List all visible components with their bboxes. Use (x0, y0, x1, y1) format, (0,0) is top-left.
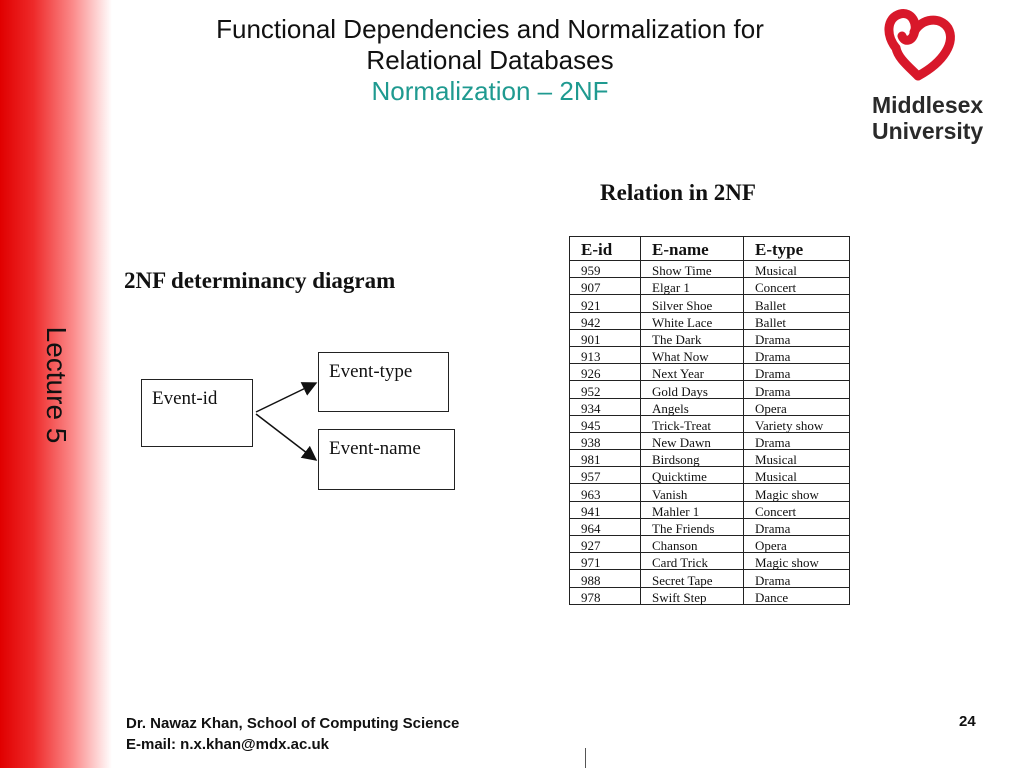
cell-ename: Vanish (641, 484, 744, 501)
cell-ename: Chanson (641, 536, 744, 553)
table-row (570, 364, 850, 381)
cell-ename: Quicktime (641, 467, 744, 484)
cell-etype: Drama (744, 570, 850, 587)
cell-etype: Magic show (744, 484, 850, 501)
cell-eid: 926 (570, 364, 641, 381)
table-row (570, 312, 850, 329)
cell-etype: Opera (744, 398, 850, 415)
page-number: 24 (959, 713, 976, 730)
cell-ename: Show Time (641, 261, 744, 278)
table-row (570, 432, 850, 449)
cell-ename: Swift Step (641, 587, 744, 604)
table-row (570, 536, 850, 553)
cell-etype: Drama (744, 346, 850, 363)
cell-eid: 921 (570, 295, 641, 312)
cell-eid: 981 (570, 450, 641, 467)
cell-etype: Drama (744, 518, 850, 535)
diagram-title: 2NF determinancy diagram (124, 268, 396, 293)
cell-eid: 938 (570, 432, 641, 449)
cell-ename: Silver Shoe (641, 295, 744, 312)
table-row (570, 518, 850, 535)
cell-eid: 971 (570, 553, 641, 570)
cell-ename: Next Year (641, 364, 744, 381)
cell-eid: 959 (570, 261, 641, 278)
cell-etype: Drama (744, 329, 850, 346)
table-body (570, 261, 850, 605)
cell-ename: Card Trick (641, 553, 744, 570)
event-name-box: Event-name (318, 429, 455, 490)
table-row (570, 398, 850, 415)
cell-eid: 952 (570, 381, 641, 398)
cell-eid: 957 (570, 467, 641, 484)
cell-ename: New Dawn (641, 432, 744, 449)
cell-etype: Musical (744, 450, 850, 467)
table-row (570, 450, 850, 467)
cell-ename: Elgar 1 (641, 278, 744, 295)
table-row (570, 346, 850, 363)
table-row (570, 467, 850, 484)
cell-ename: Mahler 1 (641, 501, 744, 518)
column-header-ename: E-name (641, 237, 744, 261)
arrow-to-event-name (256, 414, 316, 460)
table-row (570, 381, 850, 398)
cell-etype: Variety show (744, 415, 850, 432)
cell-etype: Concert (744, 278, 850, 295)
cell-etype: Ballet (744, 312, 850, 329)
cell-etype: Drama (744, 381, 850, 398)
title-line-1: Functional Dependencies and Normalization for (216, 14, 764, 44)
table-row (570, 278, 850, 295)
table-row (570, 329, 850, 346)
column-header-eid: E-id (570, 237, 641, 261)
table-row (570, 261, 850, 278)
table-row (570, 295, 850, 312)
cell-eid: 927 (570, 536, 641, 553)
cell-ename: White Lace (641, 312, 744, 329)
arrow-to-event-type (256, 383, 316, 412)
cell-etype: Musical (744, 261, 850, 278)
table-row (570, 553, 850, 570)
cell-ename: The Friends (641, 518, 744, 535)
cell-ename: Secret Tape (641, 570, 744, 587)
cell-etype: Dance (744, 587, 850, 604)
lecture-label: Lecture 5 (41, 326, 72, 444)
cell-eid: 934 (570, 398, 641, 415)
table-row (570, 570, 850, 587)
cell-eid: 988 (570, 570, 641, 587)
footer (126, 713, 459, 755)
relation-title: Relation in 2NF (600, 180, 756, 205)
cell-eid: 945 (570, 415, 641, 432)
cell-etype: Ballet (744, 295, 850, 312)
cell-ename: Angels (641, 398, 744, 415)
cell-etype: Musical (744, 467, 850, 484)
table-row (570, 415, 850, 432)
cell-eid: 901 (570, 329, 641, 346)
footer-email: E-mail: n.x.khan@mdx.ac.uk (126, 736, 330, 753)
cell-eid: 941 (570, 501, 641, 518)
relation-table (569, 236, 850, 605)
cell-etype: Opera (744, 536, 850, 553)
cell-eid: 978 (570, 587, 641, 604)
table-row (570, 501, 850, 518)
cell-etype: Drama (744, 364, 850, 381)
cell-eid: 964 (570, 518, 641, 535)
column-header-etype: E-type (744, 237, 850, 261)
cell-etype: Concert (744, 501, 850, 518)
divider-line (585, 748, 586, 768)
table-row (570, 587, 850, 604)
cell-etype: Magic show (744, 553, 850, 570)
table-row (570, 484, 850, 501)
cell-ename: Birdsong (641, 450, 744, 467)
cell-ename: What Now (641, 346, 744, 363)
logo-line-2: University (872, 118, 984, 144)
table-header-row (570, 237, 850, 261)
cell-eid: 907 (570, 278, 641, 295)
cell-eid: 963 (570, 484, 641, 501)
slide-subtitle: Normalization – 2NF (371, 76, 609, 106)
event-type-box: Event-type (318, 352, 449, 412)
cell-ename: The Dark (641, 329, 744, 346)
cell-eid: 913 (570, 346, 641, 363)
cell-etype: Drama (744, 432, 850, 449)
event-id-box: Event-id (141, 379, 253, 447)
logo-line-1: Middlesex (872, 92, 984, 118)
footer-author: Dr. Nawaz Khan, School of Computing Science (126, 715, 460, 732)
title-line-2: Relational Databases (366, 45, 614, 75)
cell-eid: 942 (570, 312, 641, 329)
cell-ename: Trick-Treat (641, 415, 744, 432)
cell-ename: Gold Days (641, 381, 744, 398)
